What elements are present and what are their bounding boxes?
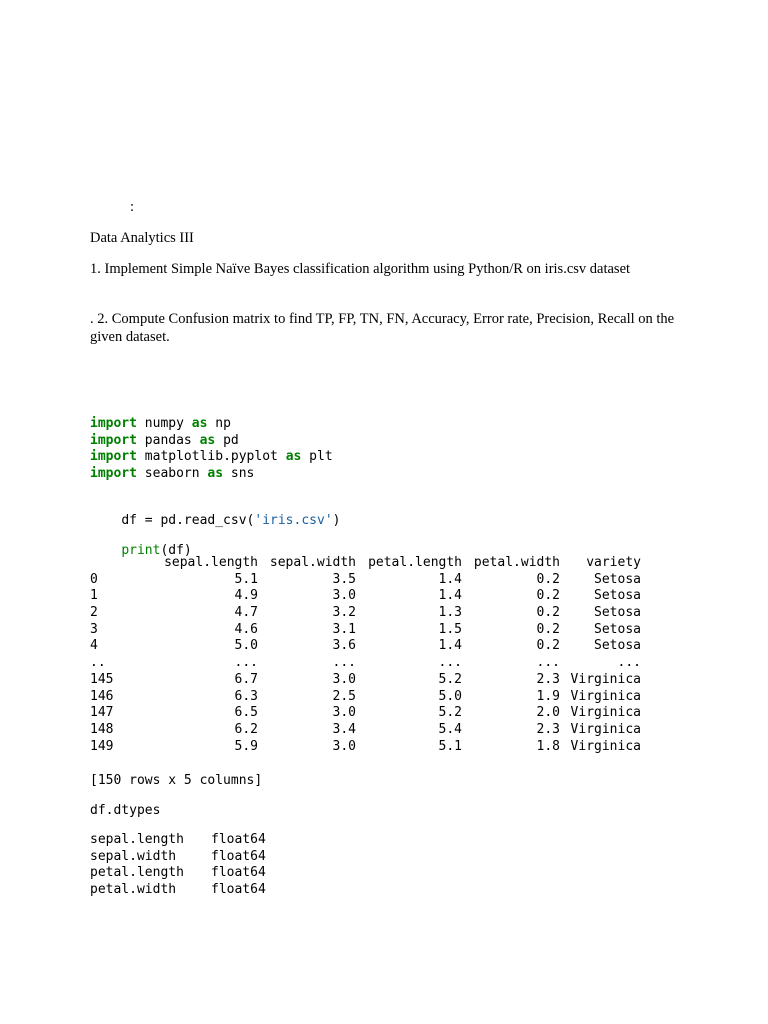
dataframe-summary: [150 rows x 5 columns] bbox=[90, 773, 263, 788]
table-cell: ... bbox=[438, 655, 462, 671]
table-cell: ... bbox=[234, 655, 258, 671]
table-cell: 0.2 bbox=[536, 621, 560, 637]
as-keyword: as bbox=[191, 416, 208, 431]
table-header-cell: variety bbox=[586, 555, 641, 570]
table-row bbox=[90, 672, 641, 689]
import-line bbox=[90, 416, 333, 433]
table-cell: Setosa bbox=[594, 571, 641, 587]
table-index-cell: 148 bbox=[90, 721, 114, 737]
table-cell: 3.2 bbox=[332, 605, 356, 621]
dtype-row bbox=[90, 882, 291, 899]
import-alias: sns bbox=[230, 466, 255, 482]
dtype-column-name: sepal.length bbox=[90, 832, 184, 847]
table-cell: 4.7 bbox=[234, 605, 258, 621]
table-header-cell: petal.width bbox=[473, 555, 560, 570]
table-cell: Setosa bbox=[594, 605, 641, 621]
table-row bbox=[90, 572, 641, 589]
dtypes-output bbox=[90, 832, 291, 899]
table-cell: 6.5 bbox=[234, 705, 258, 721]
table-cell: Setosa bbox=[594, 621, 641, 637]
table-index-cell: 147 bbox=[90, 705, 114, 721]
as-keyword: as bbox=[199, 432, 216, 448]
document-page bbox=[90, 0, 690, 1024]
table-cell: 0.2 bbox=[536, 638, 560, 654]
dtype-column-name: petal.width bbox=[90, 882, 177, 898]
table-row bbox=[90, 605, 641, 622]
table-cell: 4.9 bbox=[234, 588, 258, 604]
dtype-column-name: sepal.width bbox=[90, 848, 177, 864]
task-2-text: . 2. Compute Confusion matrix to find TP, FP, TN, FN, Accuracy, Error rate, Precision, Recall on the given dataset. bbox=[90, 311, 675, 345]
table-cell: 5.1 bbox=[438, 738, 462, 754]
table-row bbox=[90, 588, 641, 605]
dtype-row bbox=[90, 832, 291, 849]
table-cell: 5.4 bbox=[438, 721, 462, 737]
table-cell: 5.0 bbox=[438, 688, 462, 704]
document-title: Data Analytics III bbox=[90, 230, 194, 246]
import-module: numpy bbox=[144, 416, 184, 431]
table-index-cell: 149 bbox=[90, 738, 114, 754]
table-cell: Virginica bbox=[570, 671, 641, 687]
read-csv-arg: 'iris.csv' bbox=[254, 512, 333, 528]
import-alias: plt bbox=[309, 449, 333, 465]
dtype-row bbox=[90, 849, 291, 866]
import-block bbox=[90, 416, 333, 483]
table-row bbox=[90, 655, 641, 672]
read-csv-prefix: df = pd.read_csv( bbox=[121, 512, 255, 528]
table-header-cell: sepal.length bbox=[164, 555, 258, 570]
dataframe-output bbox=[90, 555, 641, 755]
table-cell: 4.6 bbox=[234, 621, 258, 637]
table-index-cell: 146 bbox=[90, 688, 114, 704]
as-keyword: as bbox=[207, 466, 224, 482]
table-cell: ... bbox=[332, 655, 356, 671]
import-keyword: import bbox=[90, 416, 137, 431]
table-cell: 1.4 bbox=[438, 588, 462, 604]
table-cell: Virginica bbox=[570, 721, 641, 737]
table-cell: 2.3 bbox=[536, 721, 560, 737]
table-row bbox=[90, 638, 641, 655]
import-module: pandas bbox=[144, 432, 192, 448]
import-line bbox=[90, 449, 333, 466]
import-module: matplotlib.pyplot bbox=[144, 449, 278, 465]
print-args: (df) bbox=[160, 542, 192, 558]
table-cell: 6.3 bbox=[234, 688, 258, 704]
import-alias: pd bbox=[223, 432, 239, 448]
table-index-cell: .. bbox=[90, 655, 106, 671]
dtypes-command: df.dtypes bbox=[90, 803, 161, 818]
import-keyword: import bbox=[90, 449, 137, 465]
table-cell: 2.3 bbox=[536, 671, 560, 687]
table-cell: 3.5 bbox=[332, 571, 356, 587]
table-cell: 0.2 bbox=[536, 571, 560, 587]
table-header-cell: sepal.width bbox=[269, 555, 356, 570]
table-cell: 0.2 bbox=[536, 605, 560, 621]
table-cell: 3.6 bbox=[332, 638, 356, 654]
table-cell: 1.4 bbox=[438, 571, 462, 587]
dtype-value: float64 bbox=[211, 848, 266, 864]
import-keyword: import bbox=[90, 466, 137, 482]
table-row bbox=[90, 739, 641, 756]
table-cell: 1.8 bbox=[536, 738, 560, 754]
table-index-cell: 3 bbox=[90, 621, 98, 637]
table-header-cell: petal.length bbox=[368, 555, 462, 570]
as-keyword: as bbox=[285, 449, 302, 465]
table-cell: 0.2 bbox=[536, 588, 560, 604]
import-module: seaborn bbox=[144, 466, 200, 482]
import-line bbox=[90, 466, 333, 483]
table-cell: 3.0 bbox=[332, 705, 356, 721]
table-cell: 1.4 bbox=[438, 638, 462, 654]
read-csv-suffix: ) bbox=[332, 512, 341, 528]
task-1-text: 1. Implement Simple Naïve Bayes classification algorithm using Python/R on iris.csv dataset bbox=[90, 261, 631, 277]
table-header-row bbox=[90, 555, 641, 572]
table-header-cell bbox=[90, 555, 128, 572]
dtype-value: float64 bbox=[211, 882, 266, 898]
colon-marker: : bbox=[130, 199, 135, 215]
table-cell: Virginica bbox=[570, 688, 641, 704]
table-cell: Virginica bbox=[570, 738, 641, 754]
table-cell: 5.0 bbox=[234, 638, 258, 654]
dtype-column-name: petal.length bbox=[90, 865, 184, 881]
dtype-value: float64 bbox=[211, 832, 266, 847]
dtype-row bbox=[90, 865, 291, 882]
table-index-cell: 0 bbox=[90, 571, 98, 587]
table-cell: 5.2 bbox=[438, 705, 462, 721]
table-cell: 1.9 bbox=[536, 688, 560, 704]
table-row bbox=[90, 722, 641, 739]
table-cell: 5.9 bbox=[234, 738, 258, 754]
table-row bbox=[90, 705, 641, 722]
table-cell: 1.3 bbox=[438, 605, 462, 621]
table-cell: 3.0 bbox=[332, 738, 356, 754]
table-cell: 6.7 bbox=[234, 671, 258, 687]
table-index-cell: 2 bbox=[90, 605, 98, 621]
table-index-cell: 4 bbox=[90, 638, 98, 654]
table-cell: ... bbox=[617, 655, 641, 671]
table-row bbox=[90, 622, 641, 639]
table-cell: 5.2 bbox=[438, 671, 462, 687]
table-cell: 5.1 bbox=[234, 571, 258, 587]
table-cell: 1.5 bbox=[438, 621, 462, 637]
print-fn: print bbox=[121, 542, 161, 558]
table-cell: 2.5 bbox=[332, 688, 356, 704]
table-cell: Setosa bbox=[594, 588, 641, 604]
table-cell: 2.0 bbox=[536, 705, 560, 721]
import-alias: np bbox=[215, 416, 231, 431]
table-cell: 3.1 bbox=[332, 621, 356, 637]
table-cell: Setosa bbox=[594, 638, 641, 654]
table-cell: 3.0 bbox=[332, 671, 356, 687]
table-index-cell: 145 bbox=[90, 671, 114, 687]
import-line bbox=[90, 433, 333, 450]
table-cell: 3.0 bbox=[332, 588, 356, 604]
table-row bbox=[90, 689, 641, 706]
table-cell: ... bbox=[536, 655, 560, 671]
dtype-value: float64 bbox=[211, 865, 266, 881]
import-keyword: import bbox=[90, 432, 137, 448]
table-cell: 6.2 bbox=[234, 721, 258, 737]
table-cell: Virginica bbox=[570, 705, 641, 721]
table-cell: 3.4 bbox=[332, 721, 356, 737]
table-index-cell: 1 bbox=[90, 588, 98, 604]
